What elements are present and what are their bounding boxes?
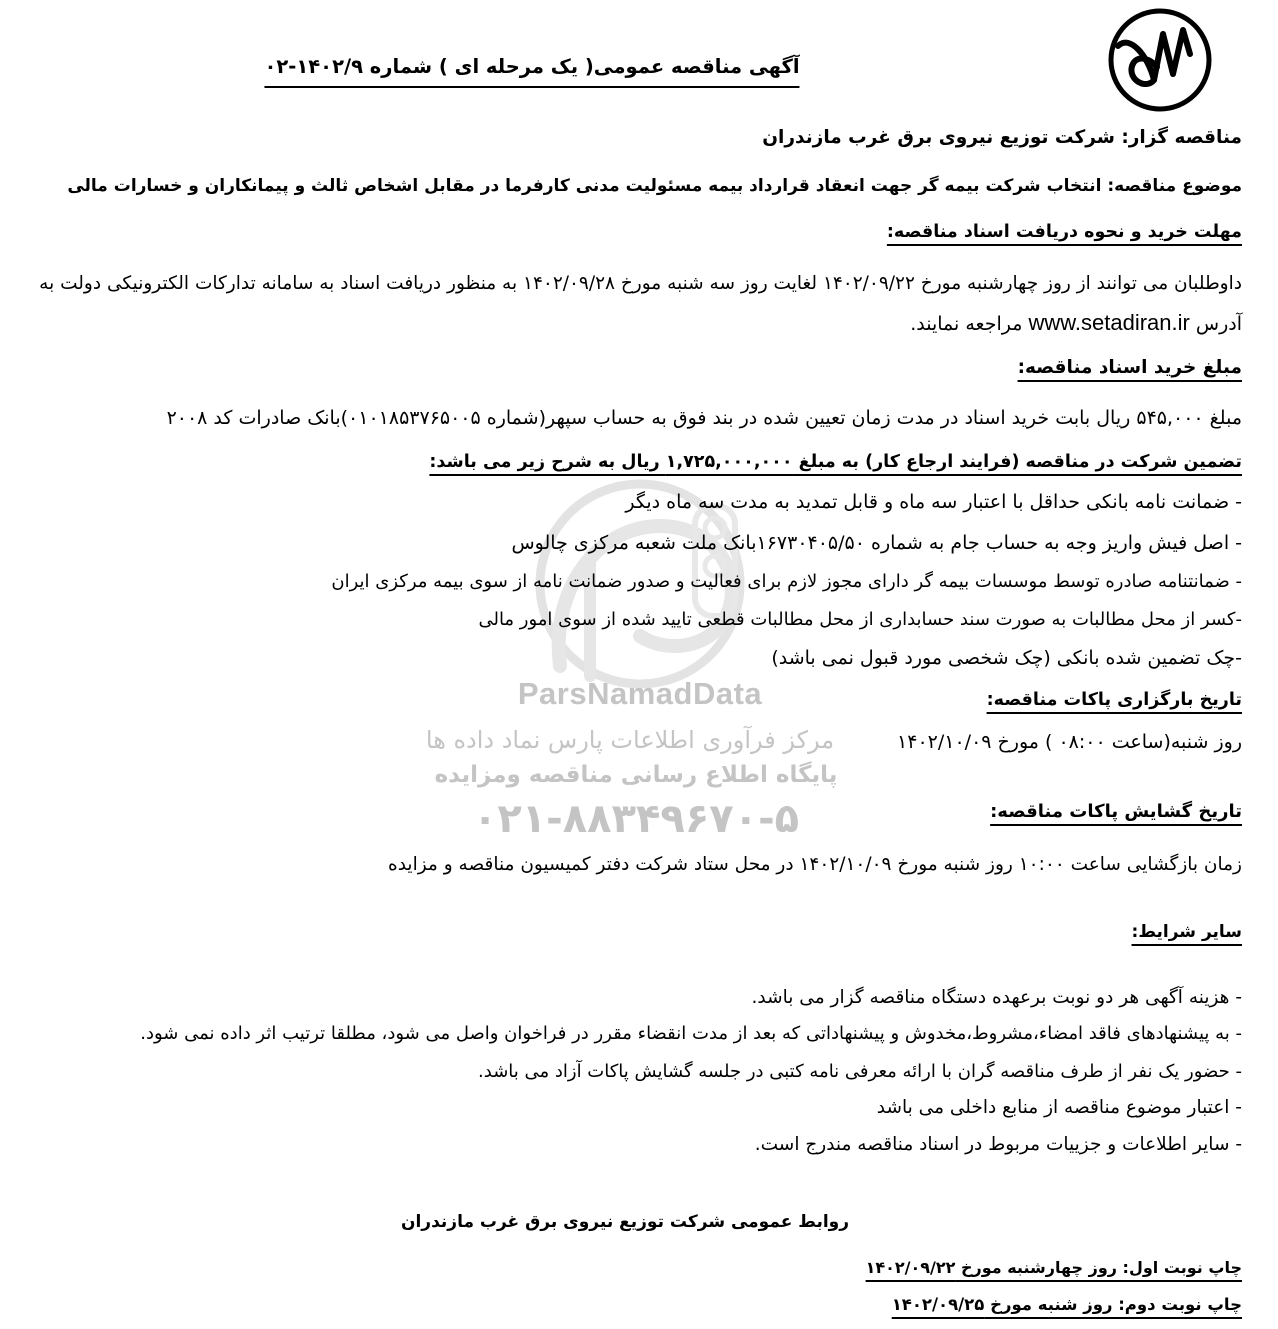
condition-item: - هزینه آگهی هر دو نوبت برعهده دستگاه مناقصه گزار می باشد. bbox=[751, 987, 1242, 1008]
signature-line: روابط عمومی شرکت توزیع نیروی برق غرب مازندران bbox=[400, 1212, 850, 1232]
purchase-deadline-address bbox=[910, 308, 1242, 339]
guarantee-heading: تضمین شرکت در مناقصه (فرایند ارجاع کار) به مبلغ ۱,۷۲۵,۰۰۰,۰۰۰ ریال به شرح زیر می باشد: bbox=[429, 452, 1242, 472]
publication-date-first: چاپ نوبت اول: روز چهارشنبه مورخ ۱۴۰۲/۰۹/۲۲ bbox=[865, 1258, 1242, 1277]
watermark-phone: ۰۲۱-۸۸۳۴۹۶۷۰-۵ bbox=[472, 796, 800, 842]
guarantee-item: -کسر از محل مطالبات به صورت سند حسابداری از محل مطالبات قطعی تایید شده از سوی امور مالی bbox=[478, 609, 1242, 630]
publication-date-second: چاپ نوبت دوم: روز شنبه مورخ ۱۴۰۲/۰۹/۲۵ bbox=[891, 1295, 1242, 1314]
watermark-portal-name: پایگاه اطلاع رسانی مناقصه ومزایده bbox=[434, 762, 838, 788]
other-conditions-heading: سایر شرایط: bbox=[1131, 922, 1242, 942]
condition-item: - حضور یک نفر از طرف مناقصه گران با ارائه معرفی نامه کتبی در جلسه گشایش پاکات آزاد می باشد. bbox=[478, 1061, 1242, 1082]
submission-date-text: روز شنبه(ساعت ۰۸:۰۰ ) مورخ ۱۴۰۲/۱۰/۰۹ bbox=[897, 731, 1242, 753]
guarantee-item: - ضمانت نامه بانکی حداقل با اعتبار سه ماه و قابل تمدید به مدت سه ماه دیگر bbox=[625, 491, 1242, 513]
opening-date-text: زمان بازگشایی ساعت ۱۰:۰۰ روز شنبه مورخ ۱۴۰۲/۱۰/۰۹ در محل ستاد شرکت دفتر کمیسیون مناقصه و مزایده bbox=[388, 854, 1242, 875]
condition-item: - اعتبار موضوع مناقصه از منابع داخلی می باشد bbox=[876, 1097, 1242, 1118]
purchase-deadline-text: داوطلبان می توانند از روز چهارشنبه مورخ ۱۴۰۲/۰۹/۲۲ لغایت روز سه شنبه مورخ ۱۴۰۲/۰۹/۲۸ به منظور دریافت اسناد به سامانه تدارکات الکترونیکی دولت به bbox=[39, 273, 1242, 294]
address-label: آدرس bbox=[1195, 313, 1242, 335]
document-fee-text: مبلغ ۵۴۵,۰۰۰ ریال بابت خرید اسناد در مدت زمان تعیین شده در بند فوق به حساب سپهر(شماره ۰۱۰۱۸۵۳۷۶۵۰۰۵)بانک صادرات کد ۲۰۰۸ bbox=[166, 407, 1242, 429]
submission-date-heading: تاریخ بارگزاری پاکات مناقصه: bbox=[986, 690, 1242, 710]
condition-item: - سایر اطلاعات و جزییات مربوط در اسناد مناقصه مندرج است. bbox=[754, 1134, 1242, 1155]
address-suffix: مراجعه نمایند. bbox=[910, 313, 1023, 335]
tenderer-line: مناقصه گزار: شرکت توزیع نیروی برق غرب مازندران bbox=[762, 127, 1242, 148]
watermark-center-name: مرکز فرآوری اطلاعات پارس نماد داده ها bbox=[425, 726, 835, 754]
watermark-brand: ParsNamadData bbox=[517, 676, 763, 711]
website-link[interactable]: www.setadiran.ir bbox=[1028, 310, 1190, 335]
condition-item: - به پیشنهادهای فاقد امضاء،مشروط،مخدوش و پیشنهاداتی که بعد از مدت انقضاء مقرر در فراخوان واصل می شود، مطلقا ترتیب اثر داده نمی شود. bbox=[140, 1023, 1242, 1044]
opening-date-heading: تاریخ گشایش پاکات مناقصه: bbox=[990, 801, 1242, 822]
company-logo-icon bbox=[1104, 4, 1216, 116]
document-fee-heading: مبلغ خرید اسناد مناقصه: bbox=[1017, 357, 1242, 378]
guarantee-item: -چک تضمین شده بانکی (چک شخصی مورد قبول نمی باشد) bbox=[771, 647, 1242, 669]
guarantee-item: - ضمانتنامه صادره توسط موسسات بیمه گر دارای مجوز لازم برای فعالیت و صدور ضمانت نامه از سوی بیمه مرکزی ایران bbox=[331, 571, 1242, 592]
page-title: آگهی مناقصه عمومی( یک مرحله ای ) شماره ۱۴۰۲/۹-۰۲ bbox=[264, 50, 799, 88]
subject-line: موضوع مناقصه: انتخاب شرکت بیمه گر جهت انعقاد قرارداد بیمه مسئولیت مدنی کارفرما در مقابل اشخاص ثالث و پیمانکاران و خسارات مالی bbox=[67, 176, 1242, 196]
purchase-deadline-heading: مهلت خرید و نحوه دریافت اسناد مناقصه: bbox=[886, 222, 1242, 242]
guarantee-item: - اصل فیش واریز وجه به حساب جام به شماره ۱۶۷۳۰۴۰۵/۵۰بانک ملت شعبه مرکزی چالوس bbox=[511, 532, 1242, 554]
